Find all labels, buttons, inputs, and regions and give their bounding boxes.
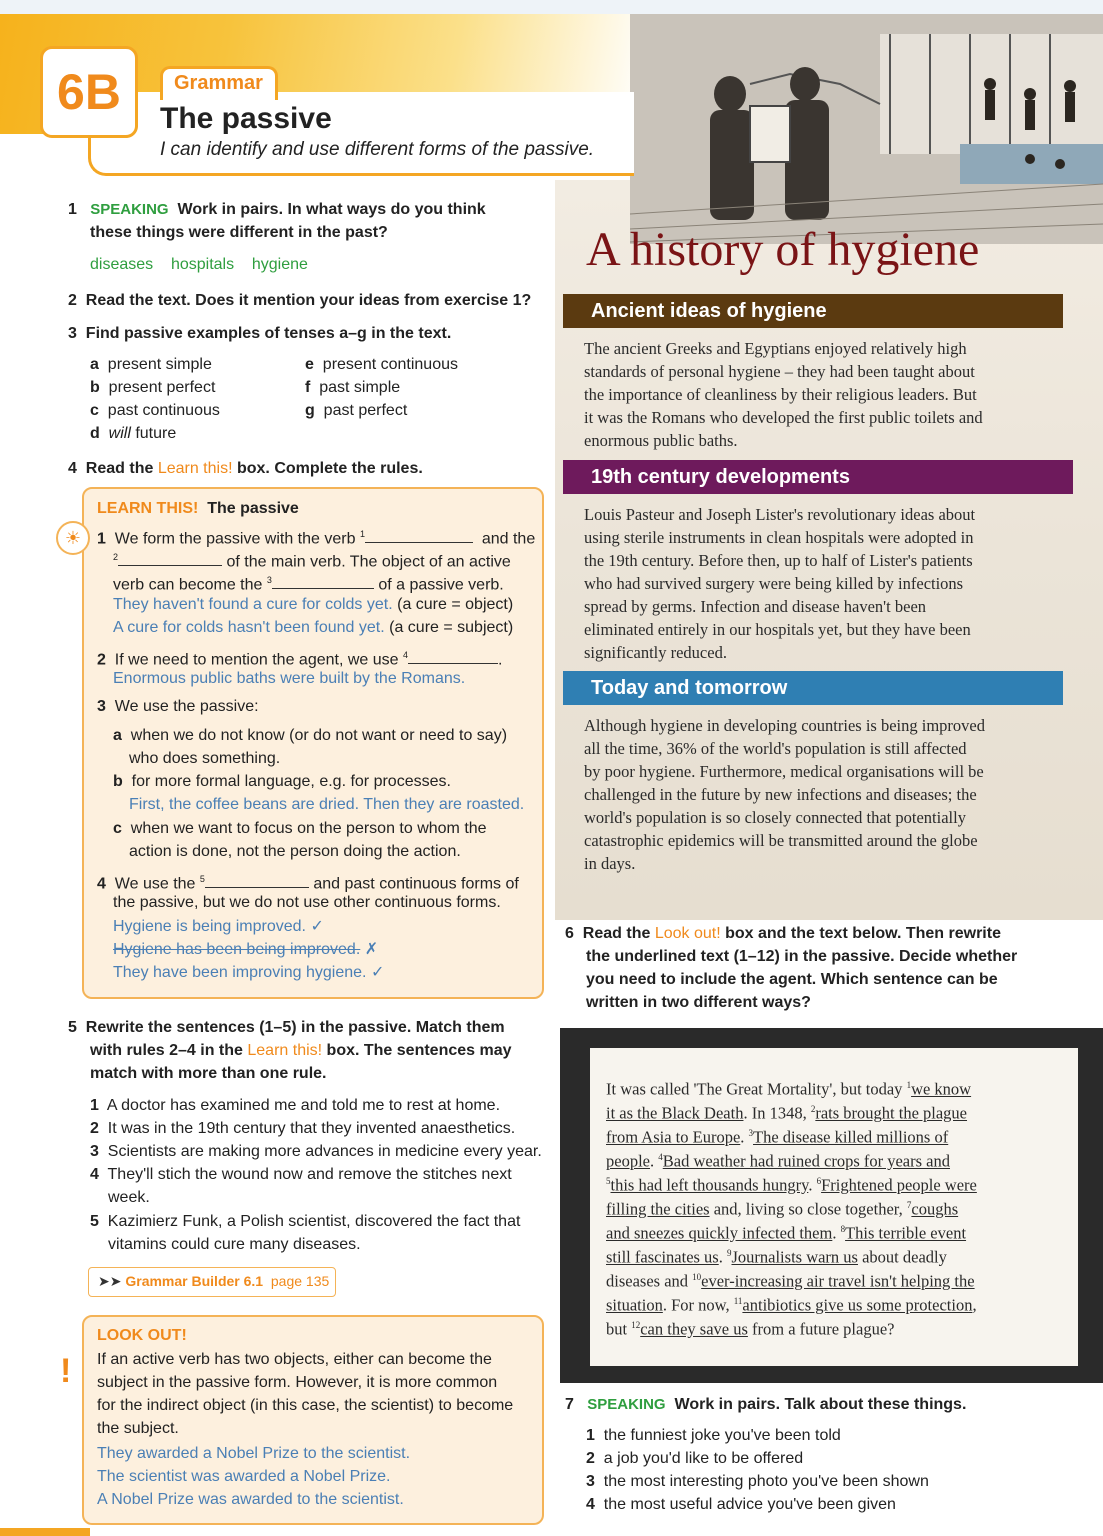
ancient-line: the importance of cleanliness by their religious leaders. But [584, 385, 977, 404]
rule-1-example2 [113, 616, 513, 639]
exercise-1-line1 [68, 198, 486, 221]
top-bar [0, 0, 1103, 14]
lightbulb-icon: ☀ [56, 521, 90, 555]
century-line: the 19th century. Before then, up to half of Lister's patients [584, 551, 973, 570]
tense-text: past perfect [323, 402, 408, 419]
underlined-text: Bad weather had ruined crops for years and [662, 1151, 950, 1171]
example-text: They have been improving hygiene. [113, 964, 367, 981]
plague-line [606, 1290, 977, 1317]
plain-text: , [972, 1295, 977, 1315]
ancient-line: it was the Romans who developed the first public toilets and [584, 408, 983, 427]
word-item: hospitals [170, 256, 235, 273]
talk-item [586, 1493, 896, 1516]
tense-text: will [108, 425, 131, 442]
tense-letter: f [305, 379, 311, 396]
sentence-number: 4 [90, 1166, 99, 1183]
underlined-text: still fascinates us [606, 1247, 719, 1267]
blank-line [365, 542, 473, 543]
blank-line [118, 565, 222, 566]
exercise-number: 6 [565, 925, 574, 942]
century-line: using sterile instruments in clean hospitals were adopted in [584, 528, 974, 547]
blank-number: 2 [113, 552, 119, 562]
rule-text: of a passive verb. [378, 576, 504, 594]
rule-number: 3 [97, 698, 106, 715]
plain-text: but [606, 1319, 632, 1339]
rule-4-example1 [113, 915, 324, 938]
exercise-7-text: Work in pairs. Talk about these things. [674, 1396, 967, 1413]
plain-text: and, living so close together, [709, 1199, 907, 1219]
look-out-example3: A Nobel Prize was awarded to the scientist. [97, 1491, 404, 1508]
underlined-text: Frightened people were [821, 1175, 977, 1195]
plain-text: . In 1348, [743, 1103, 811, 1123]
exercise-6-text: box and the text below. Then rewrite [720, 925, 1001, 942]
tense-a [90, 353, 212, 376]
tense-g [305, 399, 407, 422]
sentence-number: 3 [90, 1143, 99, 1160]
exercise-1-text: Work in pairs. In what ways do you think [177, 201, 486, 218]
plain-text: . [718, 1247, 727, 1267]
tense-b [90, 376, 215, 399]
item-number: 11 [733, 1296, 743, 1306]
item-number: 4 [658, 1152, 663, 1162]
item-number: 12 [631, 1320, 641, 1330]
section-band-today: Today and tomorrow [563, 671, 1063, 705]
page-title: The passive [160, 102, 332, 135]
sentence-number: 2 [90, 1120, 99, 1137]
exercise-6-line2: the underlined text (1–12) in the passive. Decide whether [586, 948, 1018, 965]
look-out-line2: subject in the passive form. However, it is more common [97, 1374, 498, 1391]
blank-number: 5 [199, 874, 205, 884]
item-text: the funniest joke you've been told [603, 1427, 841, 1444]
talk-item [586, 1424, 841, 1447]
tense-letter: b [90, 379, 100, 396]
item-number: 2 [586, 1450, 595, 1467]
rule-3a-line2: who does something. [129, 750, 281, 767]
learn-this-link: Learn this! [157, 460, 233, 477]
exercise-number: 4 [68, 460, 77, 477]
underlined-text: This terrible event [845, 1223, 967, 1243]
item-number: 5 [606, 1176, 611, 1186]
sentence-3 [90, 1140, 542, 1163]
speaking-tag: SPEAKING [587, 1396, 666, 1413]
example-text: A cure for colds hasn't been found yet. [113, 619, 385, 636]
exercise-7 [565, 1393, 966, 1416]
plague-line [606, 1170, 977, 1197]
rule-text: If we need to mention the agent, we use [114, 651, 403, 669]
century-line: Louis Pasteur and Joseph Lister's revolutionary ideas about [584, 505, 976, 524]
blank-line [205, 887, 309, 888]
rule-4-example3 [113, 961, 384, 984]
plain-text: . [740, 1127, 749, 1147]
sentence-2 [90, 1117, 515, 1140]
speaking-tag: SPEAKING [90, 201, 169, 218]
exercise-3-text: Find passive examples of tenses a–g in the text. [85, 325, 452, 342]
plain-text: . [808, 1175, 817, 1195]
blank-number: 3 [266, 575, 272, 585]
tense-text: past simple [319, 379, 401, 396]
rule-number: 2 [97, 651, 106, 669]
exercise-5-text: box. The sentences may [322, 1042, 512, 1059]
example-text: They haven't found a cure for colds yet. [113, 596, 393, 613]
double-arrow-icon: ➤➤ [98, 1273, 122, 1289]
word-list [90, 253, 308, 276]
tick-icon: ✓ [310, 918, 324, 935]
talk-item [586, 1447, 803, 1470]
roman-baths-illustration [630, 14, 1103, 244]
rule-3 [97, 695, 259, 718]
exercise-number: 5 [68, 1019, 77, 1036]
plague-line [606, 1122, 948, 1149]
exercise-2 [68, 289, 531, 312]
rule-text: verb can become the [113, 576, 267, 594]
item-number: 6 [816, 1176, 822, 1186]
example-note: (a cure = object) [397, 596, 514, 613]
century-line: eliminated entirely in our hospitals yet, but they have been [584, 620, 971, 639]
ancient-line: standards of personal hygiene – they had been taught about [584, 362, 975, 381]
plain-text: about deadly [857, 1247, 947, 1267]
ancient-line: The ancient Greeks and Egyptians enjoyed relatively high [584, 339, 967, 358]
plain-text: . For now, [662, 1295, 734, 1315]
item-number: 2 [810, 1104, 816, 1114]
sentence-text: Scientists are making more advances in medicine every year. [107, 1143, 542, 1160]
today-line: in days. [584, 854, 636, 873]
tick-icon: ✓ [370, 964, 385, 981]
exercise-4 [68, 457, 423, 480]
today-line: by poor hygiene. Furthermore, medical organisations will be [584, 762, 984, 781]
rule-text: and the [481, 530, 536, 548]
item-number: 1 [586, 1427, 595, 1444]
tense-text: past continuous [107, 402, 220, 419]
sentence-4 [90, 1163, 512, 1186]
rule-text: when we want to focus on the person to whom the [130, 820, 487, 837]
tense-text: present continuous [322, 356, 458, 373]
sentence-text: It was in the 19th century that they invented anaesthetics. [107, 1120, 516, 1137]
item-number: 10 [692, 1272, 702, 1282]
plain-text: from a future plague? [747, 1319, 895, 1339]
rule-3b-example: First, the coffee beans are dried. Then they are roasted. [129, 796, 525, 813]
tense-text: present simple [107, 356, 212, 373]
article-title: A history of hygiene [586, 223, 980, 276]
sentence-number: 1 [90, 1097, 99, 1114]
exercise-number: 7 [565, 1396, 574, 1413]
plain-text: It was called 'The Great Mortality', but today [606, 1079, 907, 1099]
tense-letter: d [90, 425, 100, 442]
sentence-number: 5 [90, 1213, 99, 1230]
rule-text: We use the [114, 875, 200, 893]
learn-this-title: The passive [207, 500, 299, 517]
look-out-line3: for the indirect object (in this case, the scientist) to become [97, 1397, 514, 1414]
example-text: Hygiene has been being improved. [113, 941, 361, 958]
underlined-text: and sneezes quickly infected them [606, 1223, 833, 1243]
today-line: world's population is so closely connected that potentially [584, 808, 966, 827]
underlined-text: ever-increasing air travel isn't helping the [701, 1271, 975, 1291]
plague-line [606, 1074, 971, 1101]
rule-text: for more formal language, e.g. for processes. [131, 773, 451, 790]
page-subtitle: I can identify and use different forms of the passive. [160, 139, 595, 160]
rule-letter: b [113, 773, 123, 790]
century-line: spread by germs. Infection and disease haven't been [584, 597, 927, 616]
item-number: 8 [840, 1224, 846, 1234]
look-out-example1: They awarded a Nobel Prize to the scientist. [97, 1445, 411, 1462]
builder-label: Grammar Builder 6.1 [125, 1273, 264, 1289]
plague-line [606, 1218, 966, 1245]
tense-letter: g [305, 402, 315, 419]
item-number: 3 [586, 1473, 595, 1490]
exercise-1-line2: these things were different in the past? [90, 224, 388, 241]
exercise-number: 3 [68, 325, 77, 342]
rule-text: . [498, 651, 503, 669]
item-number: 3 [748, 1128, 754, 1138]
underlined-text: people [606, 1151, 650, 1171]
exclamation-icon: ! [60, 1352, 72, 1390]
rule-3b [113, 770, 451, 793]
look-out-line1: If an active verb has two objects, either can become the [97, 1351, 492, 1368]
sentence-text: A doctor has examined me and told me to rest at home. [106, 1097, 501, 1114]
sentence-4-line2: week. [108, 1189, 150, 1206]
rule-letter: a [113, 727, 122, 744]
rule-text: and past continuous forms of [313, 875, 519, 893]
cross-icon: ✗ [364, 941, 379, 958]
tense-letter: e [305, 356, 314, 373]
example-note: (a cure = subject) [389, 619, 514, 636]
plain-text: diseases and [606, 1271, 693, 1291]
learn-this-link: Learn this! [247, 1042, 323, 1059]
exercise-6-line3: you need to include the agent. Which sentence can be [586, 971, 998, 988]
tense-f [305, 376, 400, 399]
rule-1-example1 [113, 593, 513, 616]
underlined-text: filling the cities [606, 1199, 710, 1219]
underlined-text: The disease killed millions of [753, 1127, 949, 1147]
exercise-number: 1 [68, 201, 77, 218]
exercise-5-line1 [68, 1016, 505, 1039]
look-out-line4: the subject. [97, 1420, 179, 1437]
blank-number: 1 [359, 529, 365, 539]
exercise-6-text: Read the [582, 925, 655, 942]
plain-text: . [649, 1151, 659, 1171]
talk-item [586, 1470, 929, 1493]
builder-page: page 135 [270, 1273, 330, 1289]
underlined-text: we know [911, 1079, 972, 1099]
underlined-text: this had left thousands hungry [610, 1175, 809, 1195]
bottom-accent [0, 1528, 90, 1536]
item-number: 4 [586, 1496, 595, 1513]
rule-2-example: Enormous public baths were built by the Romans. [113, 670, 466, 687]
today-line: all the time, 36% of the world's population is still affected [584, 739, 967, 758]
learn-this-header [97, 497, 299, 520]
ancient-line: enormous public baths. [584, 431, 738, 450]
exercise-2-text: Read the text. Does it mention your ideas from exercise 1? [85, 292, 532, 309]
plague-line [606, 1194, 958, 1221]
today-line: challenged in the future by new infections and diseases; the [584, 785, 977, 804]
sentence-1 [90, 1094, 500, 1117]
underlined-text: from Asia to Europe [606, 1127, 741, 1147]
item-number: 9 [726, 1248, 732, 1258]
sentence-5 [90, 1210, 520, 1233]
tense-c [90, 399, 220, 422]
grammar-builder-text[interactable] [98, 1270, 329, 1293]
plague-line [606, 1242, 947, 1269]
exercise-number: 2 [68, 292, 77, 309]
word-item: diseases [90, 256, 154, 273]
exercise-5-line2 [90, 1039, 512, 1062]
learn-this-label: LEARN THIS! [97, 500, 199, 517]
sentence-text: Kazimierz Funk, a Polish scientist, discovered the fact that [107, 1213, 521, 1230]
look-out-label: LOOK OUT! [97, 1327, 187, 1344]
tense-d [90, 422, 176, 445]
tense-suffix: future [130, 425, 177, 442]
rule-text: We form the passive with the verb [114, 530, 360, 548]
rule-4-line2: the passive, but we do not use other continuous forms. [113, 894, 501, 911]
rule-letter: c [113, 820, 122, 837]
look-out-link: Look out! [654, 925, 721, 942]
underlined-text: it as the Black Death [606, 1103, 744, 1123]
underlined-text: antibiotics give us some protection [742, 1295, 973, 1315]
rule-3a [113, 724, 507, 747]
rule-3c-line2: action is done, not the person doing the action. [129, 843, 461, 860]
underlined-text: Journalists warn us [731, 1247, 858, 1267]
tense-letter: a [90, 356, 99, 373]
word-item: hygiene [251, 256, 308, 273]
blank-line [408, 663, 498, 664]
rule-number: 4 [97, 875, 106, 893]
underlined-text: coughs [911, 1199, 959, 1219]
rule-text: We use the passive: [114, 698, 259, 715]
exercise-5-text: Rewrite the sentences (1–5) in the passive. Match them [85, 1019, 505, 1036]
underlined-text: rats brought the plague [815, 1103, 968, 1123]
century-line: significantly reduced. [584, 643, 727, 662]
rule-text: of the main verb. The object of an active [226, 553, 511, 571]
rule-3c [113, 817, 487, 840]
item-text: the most useful advice you've been given [603, 1496, 896, 1513]
item-text: a job you'd like to be offered [603, 1450, 804, 1467]
sentence-5-line2: vitamins could cure many diseases. [108, 1236, 361, 1253]
item-number: 7 [906, 1200, 912, 1210]
exercise-4-text: box. Complete the rules. [232, 460, 423, 477]
plague-line [606, 1266, 975, 1293]
rule-4-example2 [113, 938, 378, 961]
exercise-6-line4: written in two different ways? [586, 994, 811, 1011]
section-band-19th: 19th century developments [563, 460, 1073, 494]
century-line: who had survived surgery were being killed by infections [584, 574, 964, 593]
plague-line [606, 1098, 967, 1125]
tense-text: present perfect [108, 379, 216, 396]
rule-text: when we do not know (or do not want or need to say) [130, 727, 508, 744]
underlined-text: situation [606, 1295, 663, 1315]
look-out-example2: The scientist was awarded a Nobel Prize. [97, 1468, 391, 1485]
underlined-text: can they save us [640, 1319, 748, 1339]
tense-letter: c [90, 402, 99, 419]
exercise-5-text: with rules 2–4 in the [90, 1042, 248, 1059]
item-text: the most interesting photo you've been shown [603, 1473, 929, 1490]
exercise-3 [68, 322, 451, 345]
exercise-4-text: Read the [85, 460, 158, 477]
sentence-text: They'll stich the wound now and remove the stitches next [107, 1166, 512, 1183]
exercise-6-line1 [565, 922, 1001, 945]
today-line: catastrophic epidemics will be transmitted around the globe [584, 831, 978, 850]
plain-text: . [832, 1223, 841, 1243]
blank-line [272, 588, 374, 589]
plague-line [606, 1146, 950, 1173]
exercise-5-line3: match with more than one rule. [90, 1065, 327, 1082]
unit-badge: 6B [40, 46, 138, 138]
blank-number: 4 [402, 650, 408, 660]
section-band-ancient: Ancient ideas of hygiene [563, 294, 1063, 328]
plague-line [606, 1314, 895, 1341]
item-number: 1 [906, 1080, 912, 1090]
section-label: Grammar [174, 72, 263, 94]
example-text: Hygiene is being improved. [113, 918, 306, 935]
today-line: Although hygiene in developing countries is being improved [584, 716, 985, 735]
rule-number: 1 [97, 530, 106, 548]
tense-e [305, 353, 458, 376]
